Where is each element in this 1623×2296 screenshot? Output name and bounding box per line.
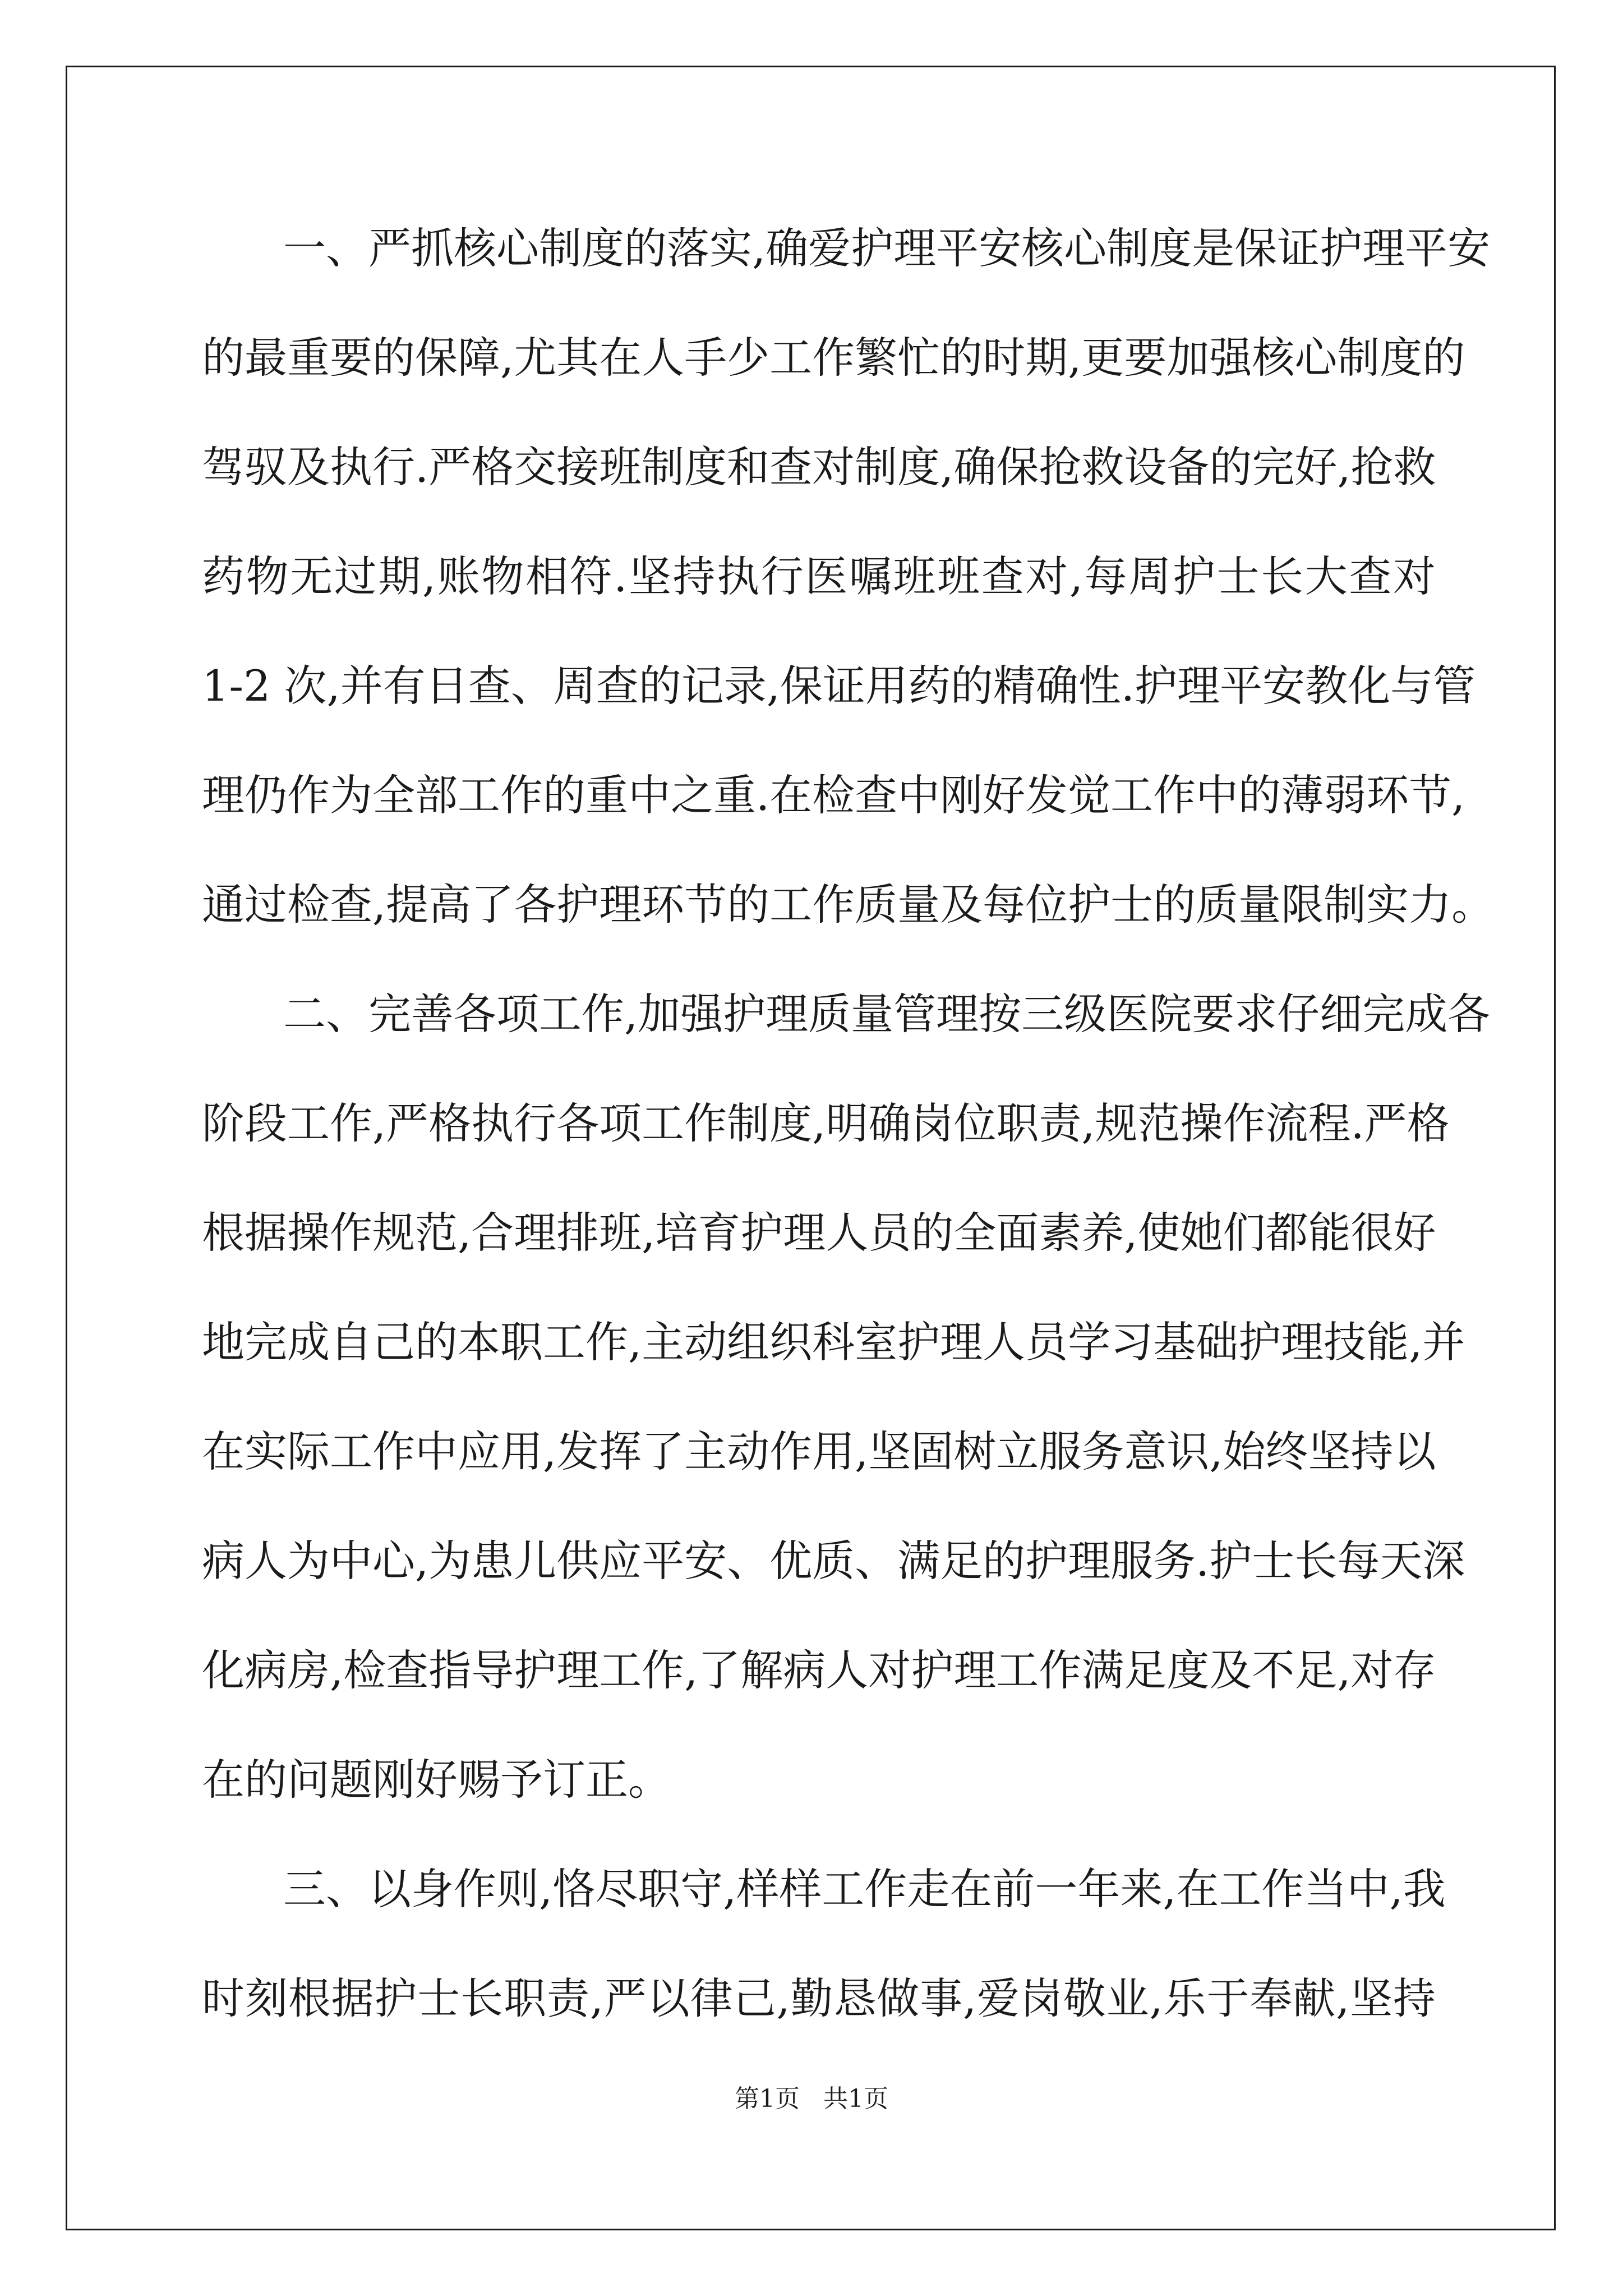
paragraph-2-line: 根据操作规范,合理排班,培育护理人员的全面素养,使她们都能很好 <box>202 1208 1436 1258</box>
paragraph-3-line: 时刻根据护士长职责,严以律己,勤恳做事,爱岗敬业,乐于奉献,坚持 <box>202 1973 1436 2023</box>
paragraph-1-line: 驾驭及执行.严格交接班制度和查对制度,确保抢救设备的完好,抢救 <box>202 442 1436 492</box>
paragraph-2-line: 化病房,检查指导护理工作,了解病人对护理工作满足度及不足,对存 <box>202 1645 1436 1695</box>
paragraph-2-line: 在实际工作中应用,发挥了主动作用,坚固树立服务意识,始终坚持以 <box>202 1427 1436 1476</box>
paragraph-3-line: 三、以身作则,恪尽职守,样样工作走在前一年来,在工作当中,我 <box>283 1864 1446 1914</box>
paragraph-2-line: 地完成自己的本职工作,主动组织科室护理人员学习基础护理技能,并 <box>202 1317 1465 1367</box>
paragraph-1-line: 一、严抓核心制度的落实,确爱护理平安核心制度是保证护理平安 <box>283 223 1491 273</box>
paragraph-1-line: 理仍作为全部工作的重中之重.在检查中刚好发觉工作中的薄弱环节, <box>202 770 1465 820</box>
paragraph-2-line: 二、完善各项工作,加强护理质量管理按三级医院要求仔细完成各 <box>283 989 1491 1039</box>
paragraph-1-line: 通过检查,提高了各护理环节的工作质量及每位护士的质量限制实力。 <box>202 880 1495 930</box>
paragraph-2-line: 在的问题刚好赐予订正。 <box>202 1755 671 1805</box>
paragraph-1-line: 1-2 次,并有日查、周查的记录,保证用药的精确性.护理平安教化与管 <box>202 661 1476 711</box>
paragraph-1-line: 的最重要的保障,尤其在人手少工作繁忙的时期,更要加强核心制度的 <box>202 333 1465 383</box>
page-footer: 第1页 共1页 <box>735 2085 888 2113</box>
paragraph-2-line: 阶段工作,严格执行各项工作制度,明确岗位职责,规范操作流程.严格 <box>202 1098 1450 1148</box>
paragraph-1-line: 药物无过期,账物相符.坚持执行医嘱班班查对,每周护士长大查对 <box>202 551 1436 601</box>
paragraph-2-line: 病人为中心,为患儿供应平安、优质、满足的护理服务.护士长每天深 <box>202 1536 1465 1586</box>
